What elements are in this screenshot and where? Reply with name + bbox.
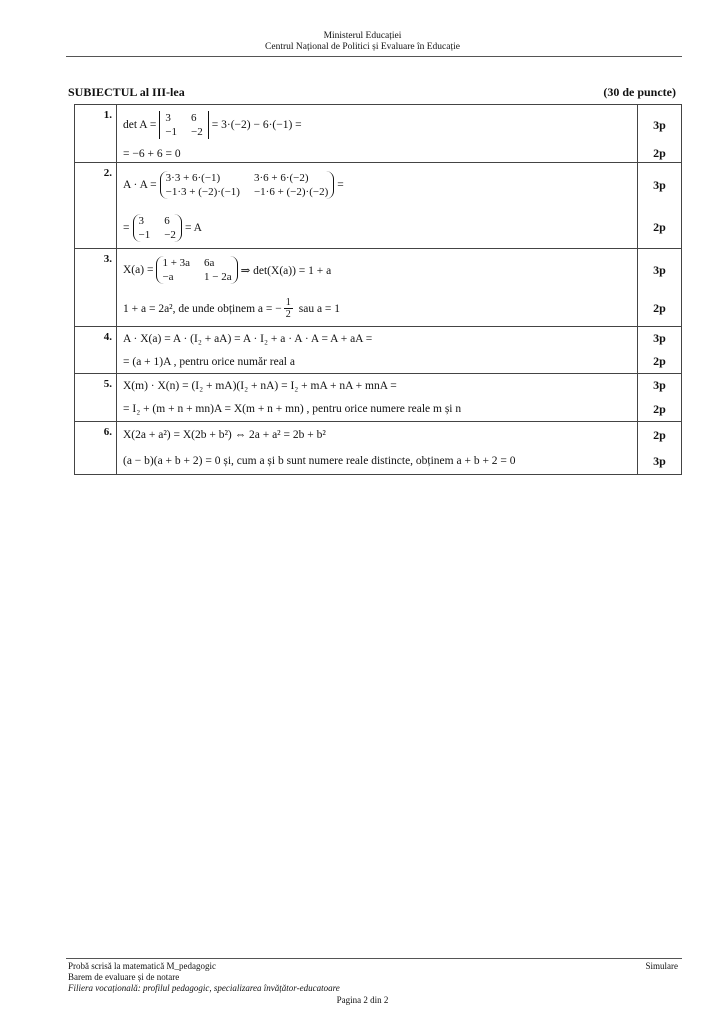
solution-cell: [117, 105, 638, 163]
matrix-cell: −1·6 + (−2)·(−2): [253, 186, 329, 198]
item-number: 3.: [75, 249, 117, 327]
table-row: [75, 327, 682, 374]
expression: ⇒ det(X(a)) = 1 + a: [240, 265, 332, 277]
points: 3p: [653, 378, 666, 392]
points-cell: [638, 163, 682, 249]
solution-cell: [117, 422, 638, 475]
solution-cell: [117, 249, 638, 327]
solution-line: [117, 291, 637, 326]
exam-name: Probă scrisă la matematică M_pedagogic: [68, 961, 216, 971]
matrix-cell: 1 + 3a: [162, 257, 191, 269]
matrix-cell: 6: [164, 214, 170, 227]
matrix: [160, 171, 335, 199]
table-row: [75, 105, 682, 163]
solution-line: X(m) · X(n) = (I₂ + mA)(I₂ + nA) = I₂ + mA + nA + mnA =: [123, 379, 397, 392]
matrix: [156, 256, 237, 284]
solution-cell: [117, 374, 638, 422]
table-row: [75, 422, 682, 475]
matrix-cell: −1: [165, 126, 178, 138]
item-number: 4.: [75, 327, 117, 374]
item-number: 2.: [75, 163, 117, 249]
table-row: [75, 374, 682, 422]
subject-heading: [68, 85, 676, 100]
matrix-cell: −2: [164, 228, 176, 241]
solution-cell: [117, 327, 638, 374]
solution-line: [117, 163, 637, 207]
matrix-cell: 6: [191, 112, 197, 124]
subject-points: (30 de puncte): [603, 85, 676, 99]
points: 2p: [653, 146, 666, 160]
ministry-name: Ministerul Educației: [323, 31, 402, 41]
points: 2p: [653, 301, 666, 315]
matrix: [133, 214, 182, 242]
points: 3p: [653, 331, 666, 345]
solution-line: (a − b)(a + b + 2) = 0 și, cum a și b sunt numere reale distincte, obținem a + b + 2 = 0: [123, 455, 516, 467]
item-number: 5.: [75, 374, 117, 422]
expression: = 3·(−2) − 6·(−1) =: [211, 119, 302, 131]
solution-line: X(2a + a²) = X(2b + b²) ⇔ 2a + a² = 2b + b²: [123, 429, 326, 441]
solution-cell: [117, 163, 638, 249]
expr-prefix: det A =: [123, 119, 157, 131]
points: 3p: [653, 117, 666, 132]
points-cell: [638, 374, 682, 422]
determinant: [159, 111, 208, 139]
solution-line: [117, 105, 637, 145]
footer-divider: [66, 958, 682, 959]
points: 2p: [653, 220, 666, 234]
page-header: [0, 31, 725, 53]
points: 3p: [653, 177, 666, 192]
expression: = −6 + 6 = 0: [123, 147, 181, 160]
solution-line: [117, 249, 637, 291]
matrix-cell: 3·3 + 6·(−1): [165, 172, 221, 184]
points-cell: [638, 327, 682, 374]
solution-line: [117, 207, 637, 248]
points: 2p: [653, 354, 666, 368]
solution-line: A · X(a) = A · (I₂ + aA) = A · I₂ + a · A · A = A + aA =: [123, 332, 373, 345]
matrix-cell: −1: [138, 228, 151, 241]
solution-line: = (a + 1)A , pentru orice număr real a: [123, 355, 295, 368]
matrix-cell: 6a: [204, 257, 215, 269]
item-number: 6.: [75, 422, 117, 475]
matrix-cell: 3·6 + 6·(−2): [253, 172, 309, 184]
subject-title: SUBIECTUL al III-lea: [68, 85, 185, 99]
fraction: [284, 297, 293, 320]
points-cell: [638, 105, 682, 163]
page-footer: [68, 961, 340, 994]
expr-prefix: X(a) =: [123, 264, 154, 276]
table-row: [75, 163, 682, 249]
fraction-numerator: 1: [285, 297, 291, 308]
grading-table: [74, 104, 682, 475]
page-number: Pagina 2 din 2: [336, 995, 389, 1005]
solution-line: [117, 145, 637, 162]
matrix-cell: −1·3 + (−2)·(−1): [165, 186, 240, 198]
points: 3p: [653, 262, 666, 277]
exam-type: Simulare: [645, 961, 678, 971]
expression: = A: [184, 221, 202, 234]
matrix-cell: 3: [138, 214, 144, 227]
matrix-cell: 1 − 2a: [204, 271, 232, 283]
expression-tail: sau a = 1: [298, 302, 341, 315]
specialization: Filiera vocațională: profilul pedagogic, specializarea învățător-educatoare: [68, 983, 340, 993]
expression: =: [337, 179, 344, 191]
points: 3p: [653, 453, 666, 468]
header-divider: [66, 56, 682, 57]
fraction-denominator: 2: [285, 309, 291, 320]
points: 2p: [653, 401, 666, 416]
points: 2p: [653, 427, 666, 442]
center-name: Centrul Național de Politici și Evaluare în Educație: [265, 42, 460, 52]
points-cell: [638, 249, 682, 327]
item-number: 1.: [75, 105, 117, 163]
expr-prefix: =: [123, 221, 130, 234]
expr-prefix: A · A =: [123, 179, 157, 191]
points-cell: [638, 422, 682, 475]
grading-title: Barem de evaluare și de notare: [68, 972, 180, 982]
matrix-cell: −2: [191, 126, 203, 138]
solution-line: = I₂ + (m + n + mn)A = X(m + n + mn) , pentru orice numere reale m și n: [123, 403, 462, 415]
table-row: [75, 249, 682, 327]
expression: 1 + a = 2a², de unde obținem a = −: [123, 302, 282, 315]
matrix-cell: 3: [165, 112, 171, 124]
matrix-cell: −a: [162, 271, 174, 283]
